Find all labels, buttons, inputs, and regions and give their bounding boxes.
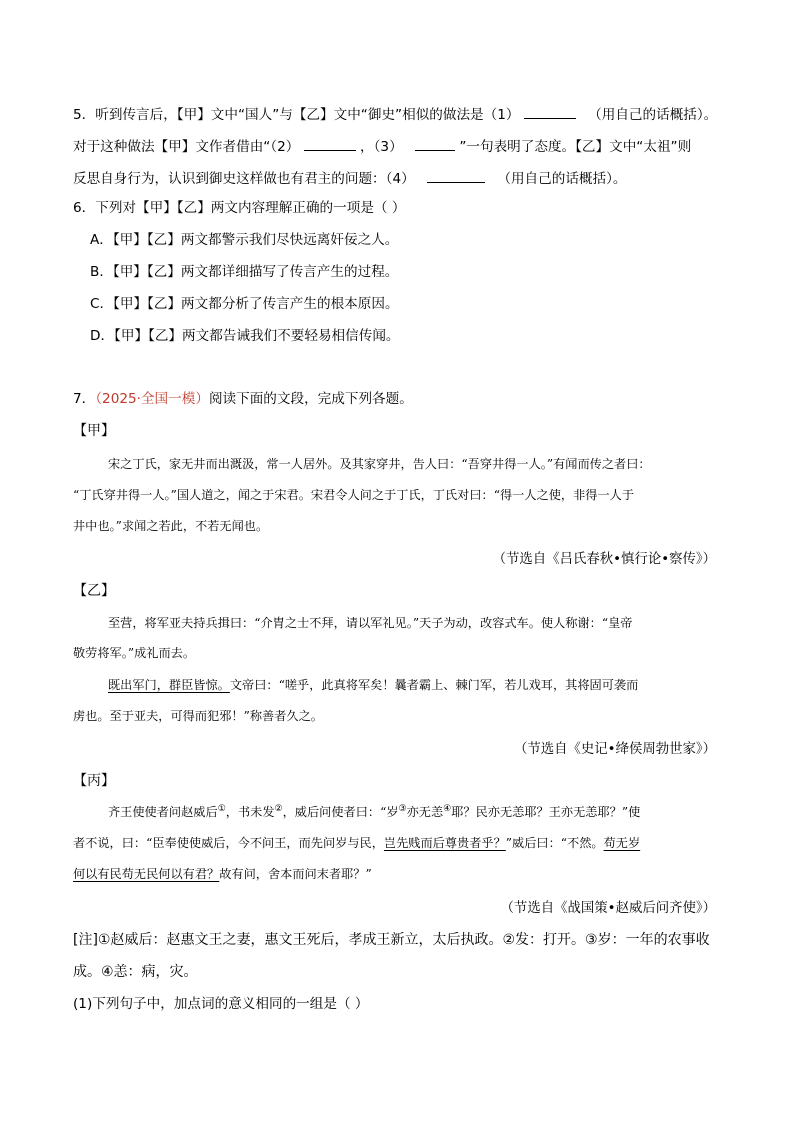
option-b[interactable]: B．【甲】【乙】两文都详细描写了传言产生的过程。 bbox=[90, 264, 399, 280]
option-c[interactable]: C．【甲】【乙】两文都分析了传言产生的根本原因。 bbox=[90, 296, 399, 312]
yi-line-4: 虏也。至于亚夫，可得而犯邪！”称善者久之。 bbox=[73, 709, 323, 723]
yi-line-3 bbox=[108, 676, 638, 694]
section-jia-label: 【甲】 bbox=[73, 423, 115, 439]
notes-line-2: 成。④恙：病，灾。 bbox=[73, 964, 198, 980]
option-a[interactable]: A．【甲】【乙】两文都警示我们尽快远离奸佞之人。 bbox=[90, 232, 399, 248]
bing-line-3 bbox=[73, 865, 372, 883]
bing-text: ”威后曰：“不然。 bbox=[505, 836, 604, 850]
yi-source: （节选自《史记•绛侯周勃世家》） bbox=[513, 742, 716, 757]
bing-text: 耶？民亦无恙耶？王亦无恙耶？”使 bbox=[451, 805, 641, 819]
bing-line-2 bbox=[73, 834, 640, 852]
q7-instruction: 阅读下面的文段，完成下列各题。 bbox=[208, 391, 413, 407]
notes-line-1: [注]①赵威后：赵惠文王之妻，惠文王死后，孝成王新立，太后执政。②发：打开。③岁：一年的农事收 bbox=[73, 932, 710, 948]
q5-text: 对于这种做法【甲】文作者借由“（2） bbox=[73, 139, 300, 155]
bing-source: （节选自《战国策•赵威后问齐使》） bbox=[500, 901, 716, 916]
q5-text: 反思自身行为，认识到御史这样做也有君主的问题：（4） bbox=[73, 171, 415, 187]
q7-number: 7． bbox=[73, 391, 96, 407]
jia-source: （节选自《吕氏春秋•慎行论•察传》） bbox=[492, 552, 716, 567]
bing-text: ，书未发 bbox=[225, 805, 275, 819]
underlined-sentence: 何以有民苟无民何以有君？ bbox=[73, 867, 220, 881]
bing-line-1 bbox=[108, 803, 640, 821]
answer-blank-3[interactable] bbox=[415, 136, 455, 151]
bing-text: 者不说，曰：“臣奉使使威后，今不问王，而先问岁与民， bbox=[73, 836, 384, 850]
footnote-marker: ④ bbox=[443, 803, 452, 814]
bing-text: ，威后问使者曰：“岁 bbox=[282, 805, 399, 819]
footnote-marker: ② bbox=[274, 803, 283, 814]
source-tag: （2025·全国一模） bbox=[95, 391, 209, 407]
answer-blank-4[interactable] bbox=[427, 168, 485, 183]
q6-stem: 6．下列对【甲】【乙】两文内容理解正确的一项是（ ） bbox=[73, 200, 406, 216]
option-d[interactable]: D．【甲】【乙】两文都告诫我们不要轻易相信传闻。 bbox=[90, 328, 400, 344]
answer-blank-2[interactable] bbox=[304, 136, 356, 151]
q5-text: （用自己的话概括）。 bbox=[497, 171, 627, 187]
jia-line-3: 井中也。”求闻之若此，不若无闻也。 bbox=[73, 519, 269, 533]
q7-stem bbox=[73, 389, 413, 409]
yi-line-2: 敬劳将军。”成礼而去。 bbox=[73, 646, 196, 660]
bing-text: 故有问，舍本而问末者耶？” bbox=[219, 867, 372, 881]
sub-question-1: (1)下列句子中，加点词的意义相同的一组是（ ） bbox=[73, 996, 369, 1012]
q5-text: 5．听到传言后，【甲】文中“国人”与【乙】文中“御史”相似的做法是（1） bbox=[73, 107, 520, 123]
yi-line-1: 至营，将军亚夫持兵揖曰：“介胄之士不拜，请以军礼见。”天子为动，改容式车。使人称谢：“皇帝 bbox=[108, 616, 633, 630]
footnote-marker: ① bbox=[217, 803, 226, 814]
underlined-sentence: 苟无岁 bbox=[603, 836, 641, 850]
underlined-sentence: 既出军门，群臣皆惊。 bbox=[108, 678, 230, 692]
q5-text: ”一句表明了态度。【乙】文中“太祖”则 bbox=[459, 139, 692, 155]
q5-text: ，（3） bbox=[360, 139, 403, 155]
q5-line-2 bbox=[73, 136, 691, 157]
answer-blank-1[interactable] bbox=[524, 104, 576, 119]
yi-text: 文帝曰：“嗟乎，此真将军矣！曩者霸上、棘门军，若儿戏耳，其将固可袭而 bbox=[229, 678, 639, 692]
section-yi-label: 【乙】 bbox=[73, 583, 115, 599]
jia-line-2: “丁氏穿井得一人。”国人道之，闻之于宋君。宋君令人问之于丁氏，丁氏对曰：“得一人之使，非得一人于 bbox=[73, 488, 635, 502]
q5-text: （用自己的话概括）。 bbox=[588, 107, 718, 123]
bing-text: 齐王使使者问赵威后 bbox=[108, 805, 218, 819]
q5-line-1 bbox=[73, 104, 717, 125]
underlined-sentence: 岂先贱而后尊贵者乎？ bbox=[383, 836, 506, 850]
jia-line-1: 宋之丁氏，家无井而出溉汲，常一人居外。及其家穿井，告人曰：“吾穿井得一人。”有闻而传之者曰： bbox=[108, 457, 651, 471]
q5-line-3 bbox=[73, 168, 627, 189]
section-bing-label: 【丙】 bbox=[73, 773, 115, 789]
footnote-marker: ③ bbox=[398, 803, 407, 814]
bing-text: 亦无恙 bbox=[406, 805, 444, 819]
